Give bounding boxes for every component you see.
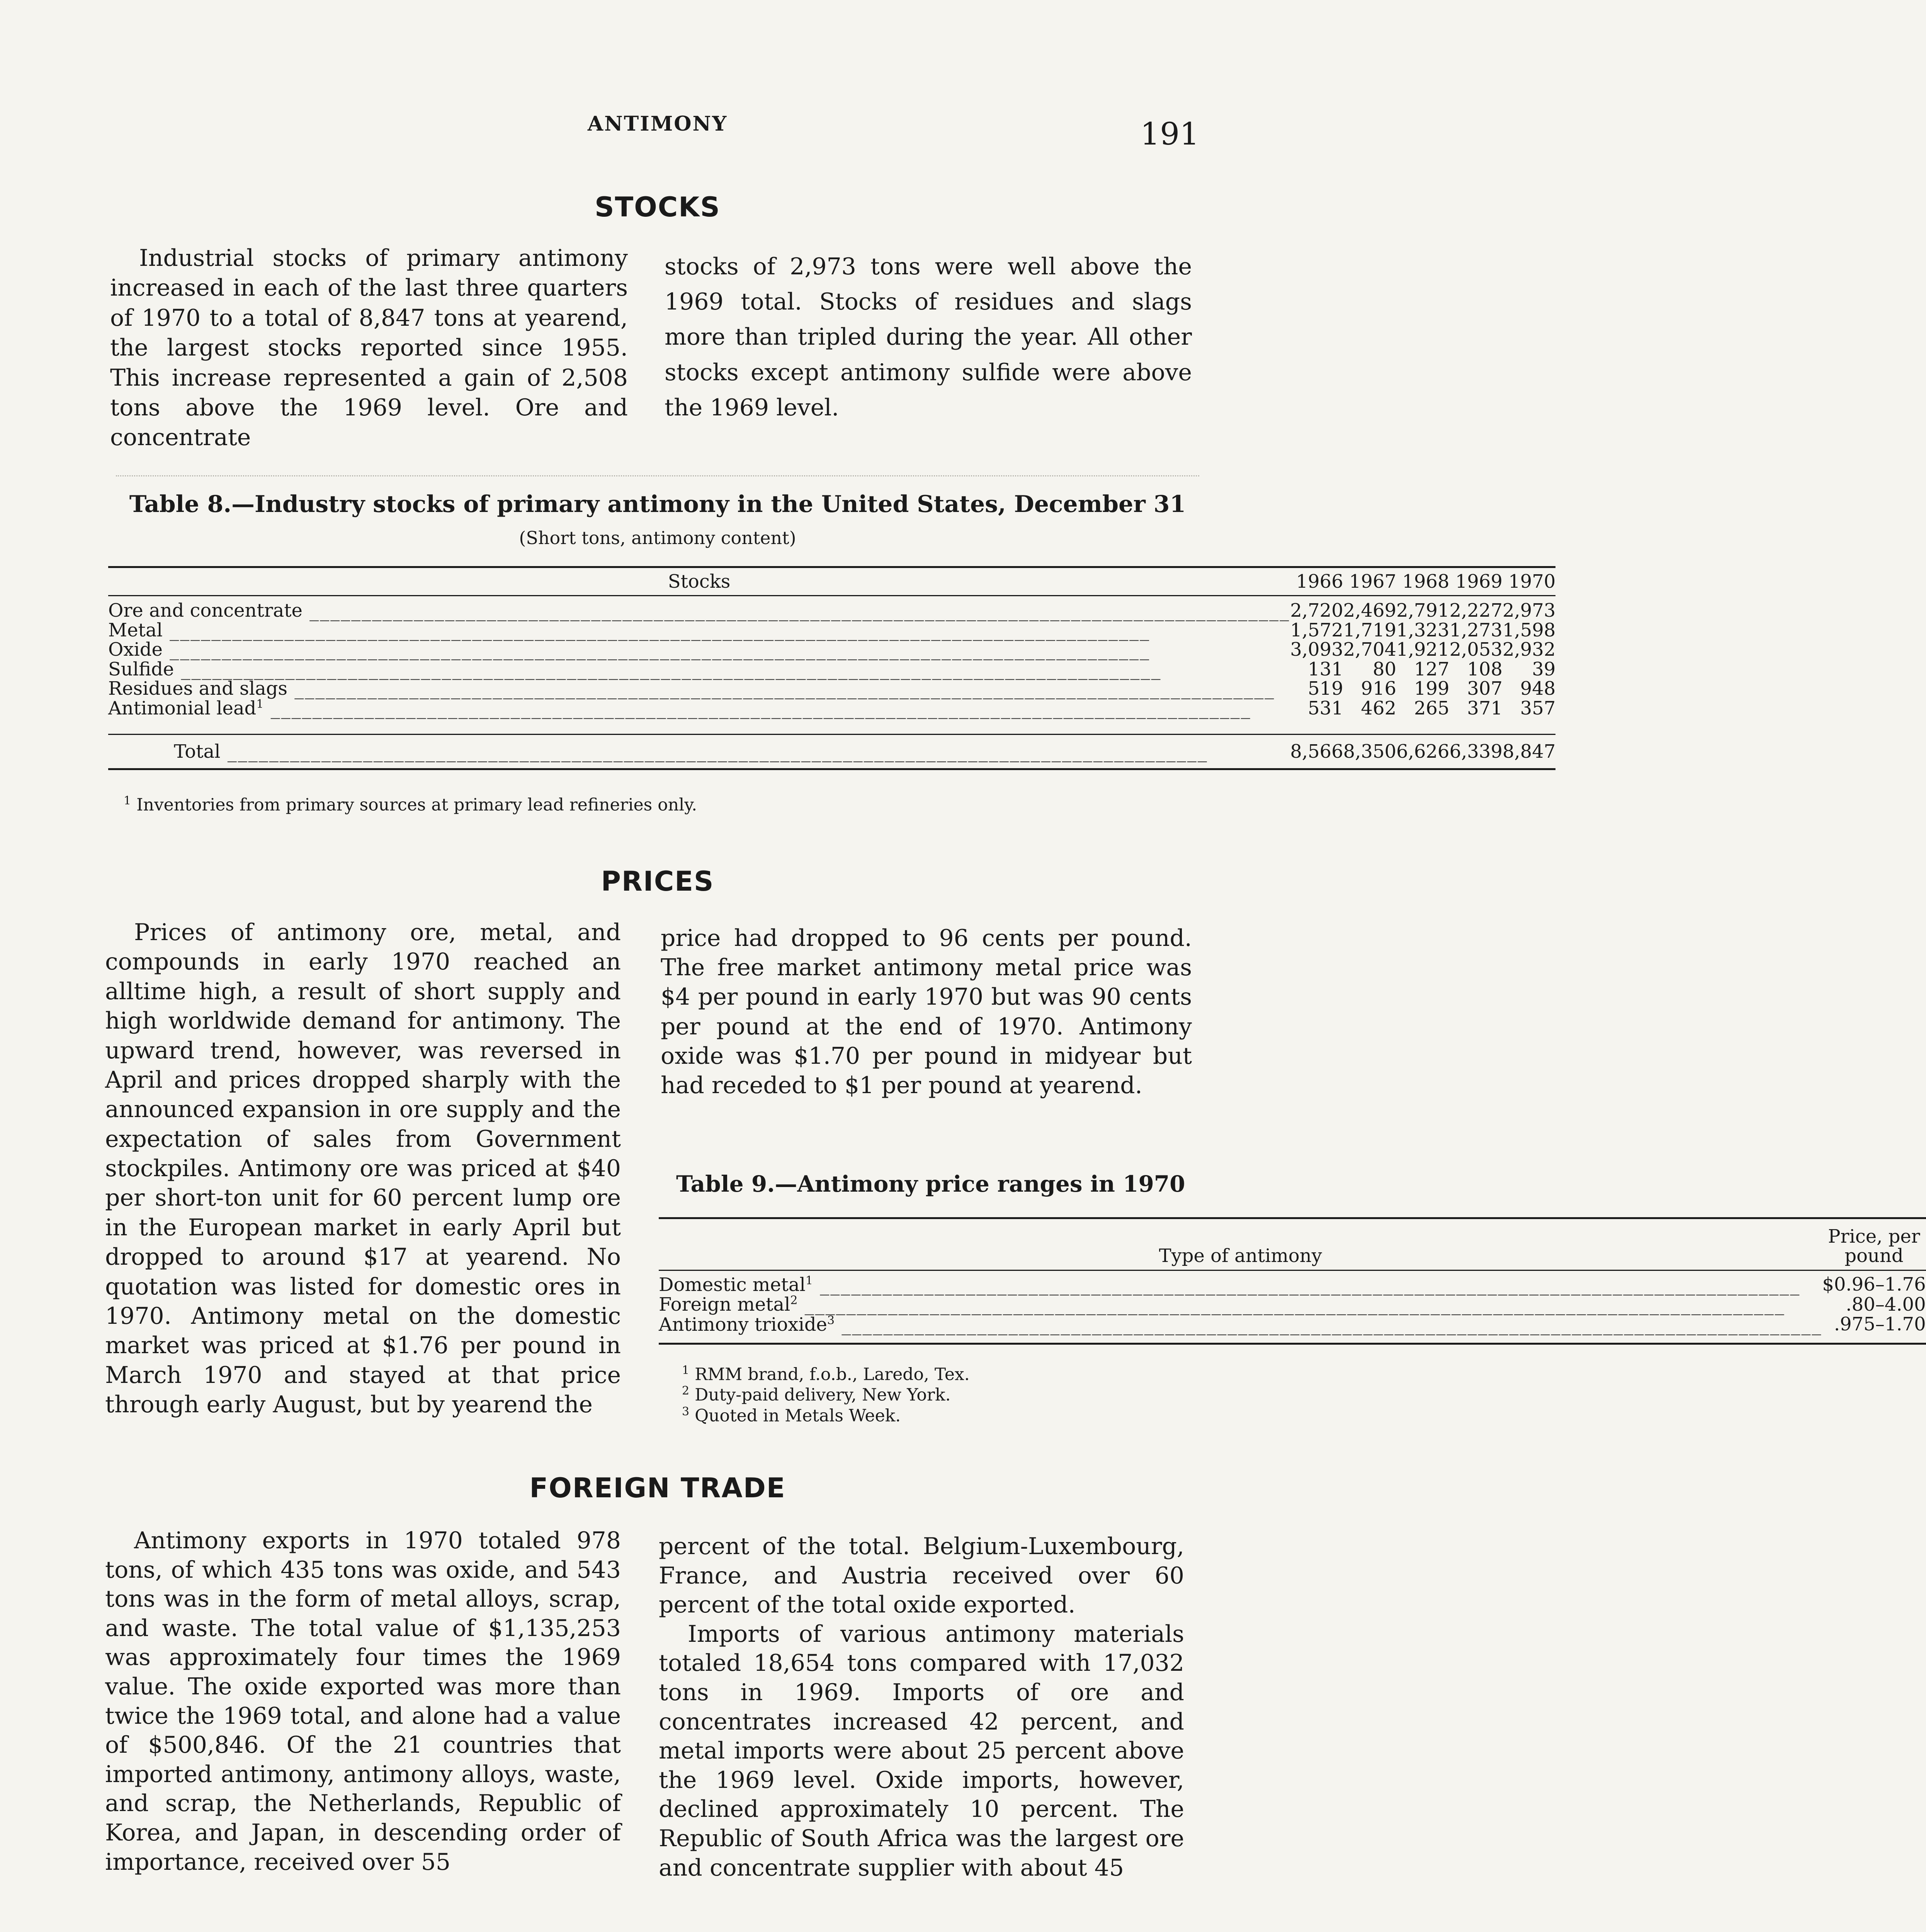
table8-header-1968: 1968: [1402, 571, 1450, 592]
cell: 6,626: [1396, 740, 1450, 762]
cell: 2,053: [1449, 639, 1503, 661]
cell: .975–1.70: [1834, 1313, 1926, 1335]
cell: 2,720: [1290, 600, 1343, 622]
cell: 108: [1467, 658, 1503, 680]
row-label: Sulfide _____: [108, 660, 1290, 679]
table8: [108, 566, 1555, 770]
prices-paragraph-1: Prices of antimony ore, metal, and compounds in early 1970 reached an alltime high, a result of short supply and high worldwide demand for antimony. The upward trend, however, was reversed in April and prices dropped sharply with the announced expansion in ore supply and the expectation of sales from Government stockpiles. Antimony ore was priced at $40 per short-ton unit for 60 percent lump ore in the European market in early April but dropped to around $17 at yearend. No quotation was listed for domestic ores in 1970. Antimony metal on the domestic market was priced at $1.76 per pound in March 1970 and stayed at that price through early August, but by yearend the: [105, 919, 621, 1418]
cell: 1,719: [1343, 619, 1397, 641]
cell: 199: [1414, 677, 1450, 699]
foreign-trade-right-column: [659, 1532, 1184, 1883]
table-row: [108, 621, 1555, 640]
page-number: 191: [1140, 116, 1199, 152]
cell: 2,791: [1396, 600, 1450, 622]
row-label: Residues and slags _____: [108, 679, 1290, 698]
table-row: [108, 640, 1555, 659]
cell: 531: [1307, 697, 1343, 719]
separator-line: [116, 475, 1199, 476]
cell: 8,350: [1343, 740, 1397, 762]
stocks-paragraph-2: stocks of 2,973 tons were well above the 1969 total. Stocks of residues and slags more than tripled during the year. All other stocks except antimony sulfide were above the 1969 level.: [665, 253, 1192, 421]
cell: 462: [1361, 697, 1397, 719]
cell: 307: [1467, 677, 1503, 699]
row-label: Antimony trioxide$^3$ _____: [659, 1315, 1822, 1344]
table8-subtitle: (Short tons, antimony content): [519, 527, 796, 548]
table9: [659, 1217, 1926, 1345]
stocks-paragraph-1: Industrial stocks of primary antimony increased in each of the last three quarters of 1970 to a total of 8,847 tons at yearend, the largest stocks reported since 1955. This increase represented a gain of 2,508 tons above the 1969 level. Ore and concentrate: [110, 245, 628, 451]
foreign-trade-heading: FOREIGN TRADE: [529, 1472, 786, 1504]
table-row: [108, 679, 1555, 698]
cell: 131: [1307, 658, 1343, 680]
table9-footnote: $^1$ RMM brand, f.o.b., Laredo, Tex.: [682, 1364, 970, 1384]
row-label: Metal _____: [108, 621, 1290, 640]
table-row: [108, 596, 1555, 621]
table9-footnote: $^2$ Duty-paid delivery, New York.: [682, 1384, 951, 1405]
row-label: Domestic metal$^1$ _____: [659, 1270, 1822, 1294]
table-row: [659, 1270, 1926, 1294]
table8-header-stocks: Stocks: [668, 571, 731, 592]
table8-footnote: $^1$ Inventories from primary sources at primary lead refineries only.: [124, 794, 697, 815]
cell: 2,973: [1502, 600, 1556, 622]
prices-left-column: [105, 918, 621, 1419]
cell: 2,932: [1502, 639, 1556, 661]
row-label: Total _____: [108, 734, 1290, 769]
table9-header-price: Price, per pound: [1828, 1226, 1920, 1267]
row-label: Antimonial lead$^1$ _____: [108, 698, 1290, 734]
stocks-heading: STOCKS: [595, 191, 721, 223]
stocks-left-column: [110, 243, 628, 453]
cell: 2,469: [1343, 600, 1397, 622]
cell: 8,566: [1290, 740, 1343, 762]
row-label: Foreign metal$^2$ _____: [659, 1294, 1822, 1314]
cell: 8,847: [1502, 740, 1556, 762]
cell: 1,921: [1396, 639, 1450, 661]
cell: 6,339: [1449, 740, 1503, 762]
cell: 1,323: [1396, 619, 1450, 641]
cell: $0.96–1.76: [1822, 1274, 1926, 1296]
prices-heading: PRICES: [601, 866, 714, 897]
cell: 80: [1372, 658, 1397, 680]
cell: 1,572: [1290, 619, 1343, 641]
row-label: Oxide _____: [108, 640, 1290, 659]
cell: 3,093: [1290, 639, 1343, 661]
prices-right-column: [661, 923, 1192, 1100]
foreign-trade-paragraph-1: Antimony exports in 1970 totaled 978 tons, of which 435 tons was oxide, and 543 tons was in the form of metal alloys, scrap, and waste. The total value of $1,135,253 was approximately four times the 1969 value. The oxide exported was more than twice the 1969 total, and alone had a value of $500,846. Of the 21 countries that imported antimony, antimony alloys, waste, and scrap, the Netherlands, Republic of Korea, and Japan, in descending order of importance, received over 55: [105, 1527, 621, 1876]
cell: 265: [1414, 697, 1450, 719]
row-label: Ore and concentrate _____: [108, 596, 1290, 621]
cell: 519: [1307, 677, 1343, 699]
cell: 2,704: [1343, 639, 1397, 661]
stocks-right-column: [665, 249, 1192, 425]
table-row: [108, 698, 1555, 734]
table8-header-row: [108, 567, 1555, 596]
table8-header-1967: 1967: [1349, 571, 1397, 592]
foreign-trade-paragraph-2: percent of the total. Belgium-Luxembourg, France, and Austria received over 60 percent of the total oxide exported.: [659, 1533, 1184, 1619]
table8-total-row: [108, 734, 1555, 769]
table9-footnotes: [682, 1364, 970, 1426]
table8-header-1970: 1970: [1508, 571, 1556, 592]
cell: 357: [1520, 697, 1556, 719]
cell: 916: [1361, 677, 1397, 699]
table-row: [659, 1294, 1926, 1314]
cell: .80–4.00: [1846, 1293, 1926, 1315]
cell: 948: [1520, 677, 1556, 699]
cell: 371: [1467, 697, 1503, 719]
cell: 1,598: [1502, 619, 1556, 641]
table-row: [659, 1315, 1926, 1344]
prices-paragraph-2: price had dropped to 96 cents per pound. The free market antimony metal price was $4 per pound in early 1970 but was 90 cents per pound at the end of 1970. Antimony oxide was $1.70 per pound in midyear but had receded to $1 per pound at yearend.: [661, 925, 1192, 1099]
foreign-trade-paragraph-3: Imports of various antimony materials totaled 18,654 tons compared with 17,032 tons in 1969. Imports of ore and concentrates increased 42 percent, and metal imports were about 25 percent above the 1969 level. Oxide imports, however, declined approximately 10 percent. The Republic of South Africa was the largest ore and concentrate supplier with about 45: [659, 1620, 1184, 1881]
foreign-trade-left-column: [105, 1526, 621, 1877]
table9-title: Table 9.—Antimony price ranges in 1970: [676, 1171, 1185, 1197]
running-title: ANTIMONY: [587, 112, 728, 136]
table8-header-1969: 1969: [1455, 571, 1503, 592]
table8-header-1966: 1966: [1296, 571, 1343, 592]
table9-header-type: Type of antimony: [1159, 1245, 1322, 1267]
cell: 1,273: [1449, 619, 1503, 641]
table9-header-row: [659, 1218, 1926, 1270]
cell: 127: [1414, 658, 1450, 680]
table-row: [108, 660, 1555, 679]
table9-footnote: $^3$ Quoted in Metals Week.: [682, 1405, 901, 1426]
cell: 39: [1532, 658, 1556, 680]
cell: 2,227: [1449, 600, 1503, 622]
table8-title: Table 8.—Industry stocks of primary antimony in the United States, December 31: [129, 491, 1186, 518]
